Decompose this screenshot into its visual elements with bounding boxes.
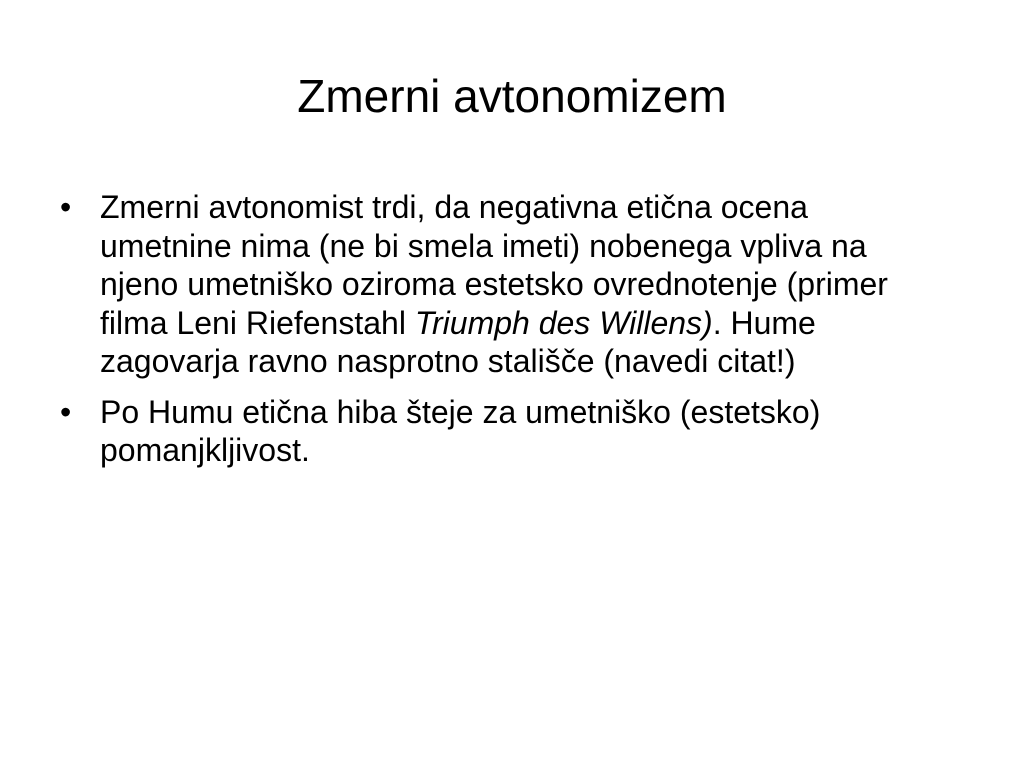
bullet-text-segment: . Hume zagovarja ravno nasprotno stališče (navedi citat!) xyxy=(100,304,816,379)
bullet-icon: • xyxy=(60,189,72,225)
bullet-text-segment: Po Humu etična hiba šteje za umetniško (estetsko) pomanjkljivost. xyxy=(100,393,821,468)
slide-title: Zmerni avtonomizem xyxy=(297,70,727,122)
list-item xyxy=(58,188,938,381)
film-title: Triumph des Willens) xyxy=(414,304,713,341)
bullet-text xyxy=(100,393,938,470)
bullet-text xyxy=(100,188,938,381)
list-item xyxy=(58,393,938,470)
bullet-text-segment: Zmerni avtonomist trdi, da negativna etična ocena umetnine nima (ne bi smela imeti) nobenega vpliva na njeno umetniško oziroma estetsko ovrednotenje (primer filma Leni Riefenstahl xyxy=(100,189,888,341)
bullet-icon: • xyxy=(60,393,72,430)
bullet-list xyxy=(58,188,938,482)
